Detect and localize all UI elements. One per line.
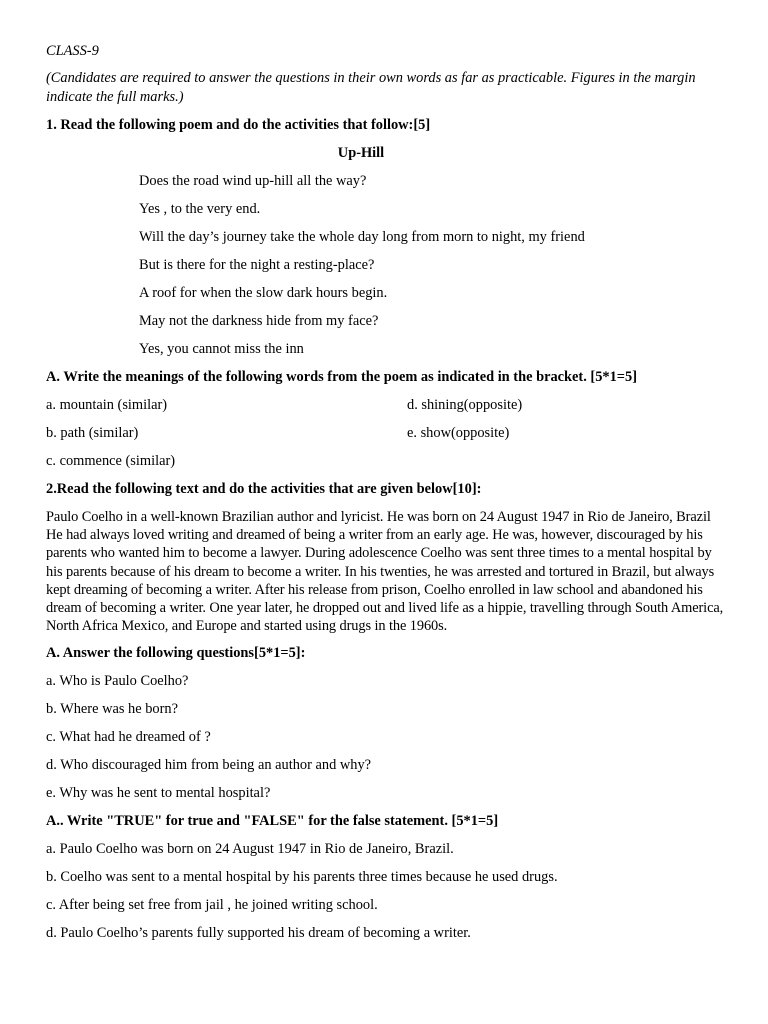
word-item: a. mountain (similar) — [46, 397, 168, 413]
question-2a-heading: A. Answer the following questions[5*1=5]: — [46, 645, 306, 662]
word-item: b. path (similar) — [46, 425, 139, 441]
true-false-list — [46, 840, 726, 943]
question-1a-heading: A. Write the meanings of the following words from the poem as indicated in the bracket. [5*1=5] — [46, 369, 637, 385]
question-2-heading: 2.Read the following text and do the activities that are given below[10]: — [46, 481, 482, 497]
poem-line: Does the road wind up-hill all the way? — [139, 173, 367, 189]
poem-line: Yes, you cannot miss the inn — [139, 341, 304, 357]
questions-list — [46, 672, 726, 803]
word-item: e. show(opposite) — [407, 425, 510, 441]
question-1-heading: 1. Read the following poem and do the activities that follow:[5] — [46, 117, 431, 133]
statement-item: d. Paulo Coelho’s parents fully supported his dream of becoming a writer. — [46, 925, 471, 942]
question-item: e. Why was he sent to mental hospital? — [46, 785, 271, 802]
question-2b-heading: A.. Write "TRUE" for true and "FALSE" for the false statement. [5*1=5] — [46, 813, 499, 830]
question-item: c. What had he dreamed of ? — [46, 729, 211, 746]
poem-line: A roof for when the slow dark hours begin. — [139, 285, 388, 301]
exam-instructions: (Candidates are required to answer the questions in their own words as far as practicable. Figures in the margin indicate the full marks.) — [46, 70, 696, 105]
word-meanings-list — [46, 396, 726, 471]
poem-title: Up-Hill — [337, 145, 385, 161]
poem-line: Will the day’s journey take the whole day long from morn to night, my friend — [139, 229, 585, 245]
question-item: d. Who discouraged him from being an author and why? — [46, 757, 372, 774]
question-item: b. Where was he born? — [46, 701, 178, 718]
poem-line: Yes , to the very end. — [139, 201, 261, 217]
statement-item: a. Paulo Coelho was born on 24 August 1947 in Rio de Janeiro, Brazil. — [46, 841, 454, 858]
word-item: c. commence (similar) — [46, 453, 176, 469]
poem — [46, 172, 726, 359]
statement-item: c. After being set free from jail , he joined writing school. — [46, 897, 378, 914]
reading-passage: Paulo Coelho in a well-known Brazilian author and lyricist. He was born on 24 August 1947 in Rio de Janeiro, Brazil He had always loved writing and dreamed of being a writer from an early age. He was, however, discouraged by his parents who wanted him to become a lawyer. During adolescence Coelho was sent three times to a mental hospital by his parents because of his dream to become a writer. In his twenties, he was arrested and tortured in Brazil, but always kept dreaming of becoming a writer. After his release from prison, Coelho enrolled in law school and abandoned his dream of becoming a writer. One year later, he dropped out and lived life as a hippie, travelling through South America, North Africa Mexico, and Europe and started using drugs in the 1960s. — [46, 509, 724, 635]
poem-line: But is there for the night a resting-place? — [139, 257, 375, 273]
class-label: CLASS-9 — [46, 43, 99, 59]
question-item: a. Who is Paulo Coelho? — [46, 673, 189, 690]
word-item: d. shining(opposite) — [407, 397, 523, 413]
poem-line: May not the darkness hide from my face? — [139, 313, 379, 329]
statement-item: b. Coelho was sent to a mental hospital by his parents three times because he used drugs. — [46, 869, 558, 886]
exam-page — [46, 42, 726, 952]
